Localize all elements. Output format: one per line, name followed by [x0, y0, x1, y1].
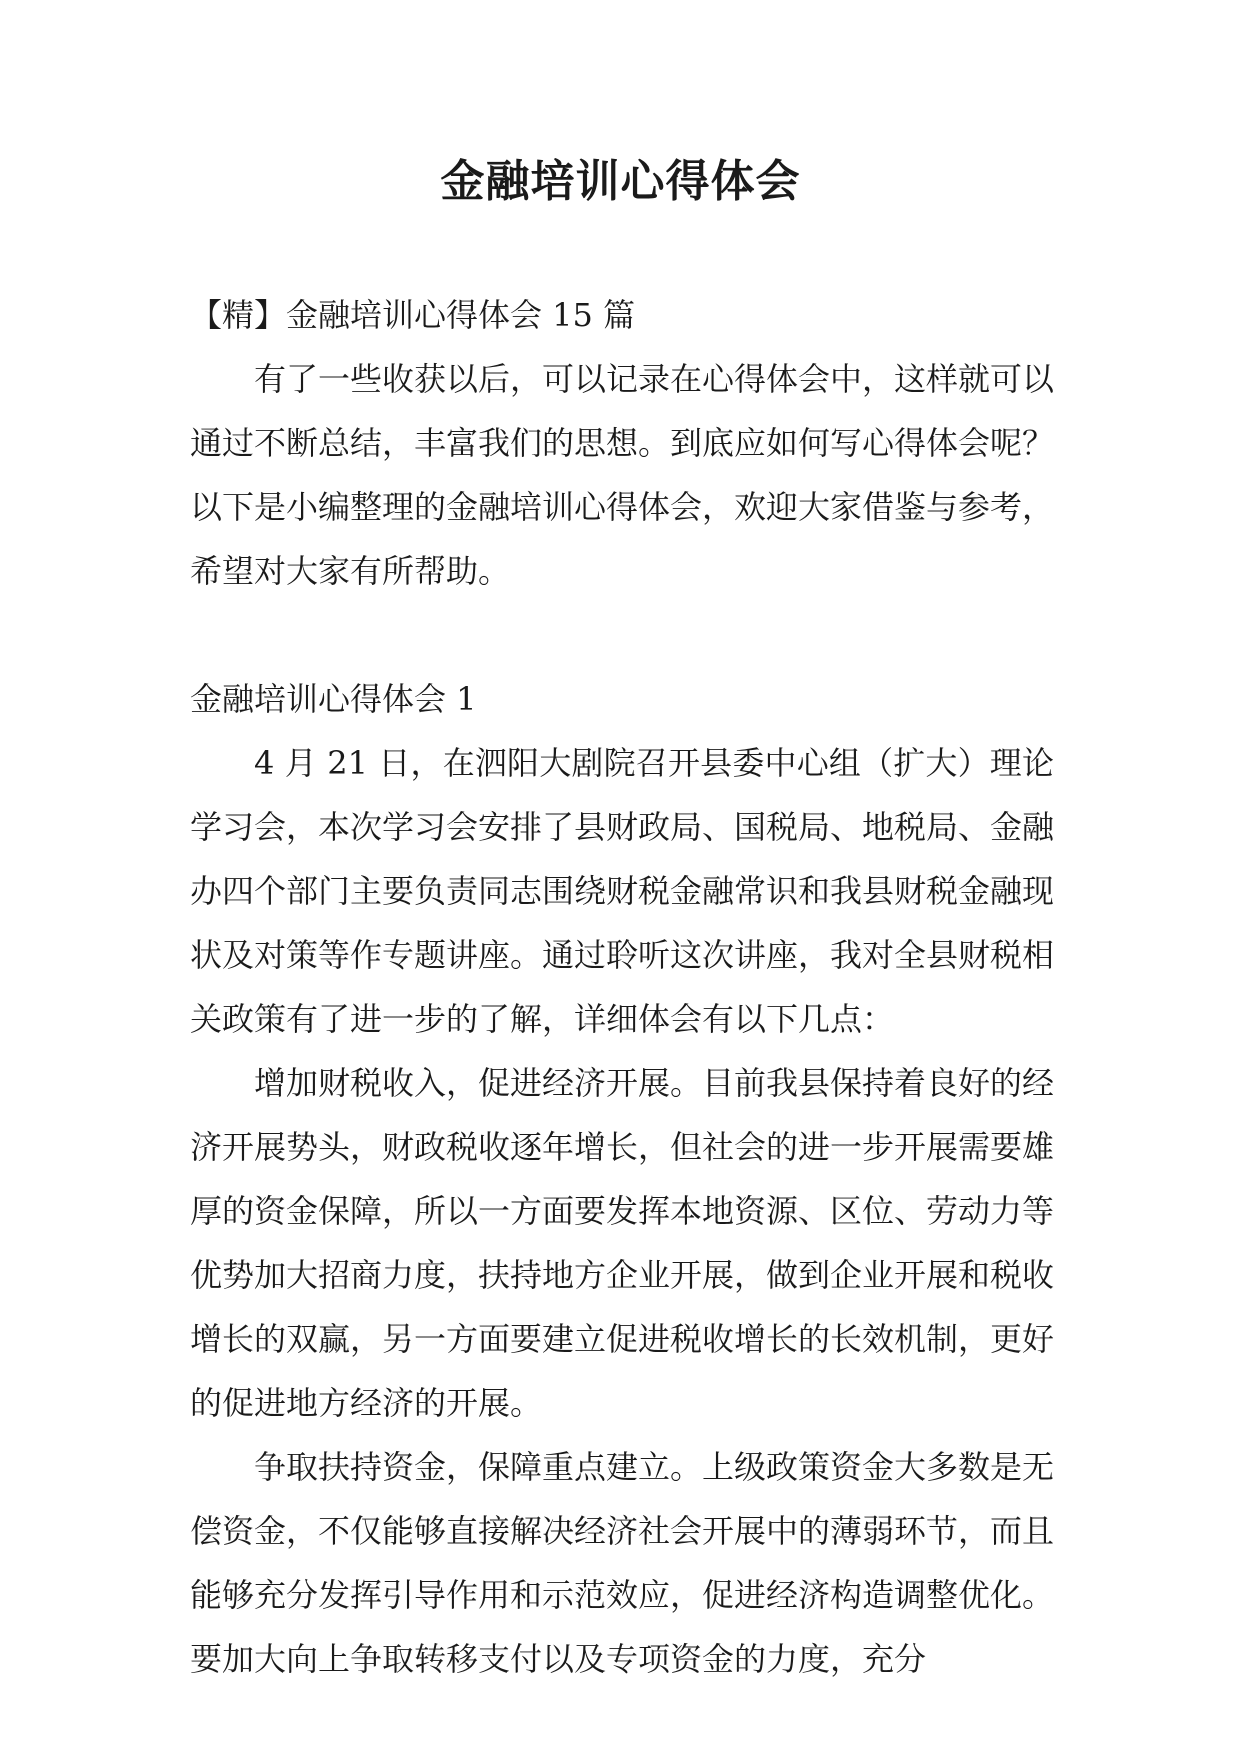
document-title: 金融培训心得体会: [440, 156, 801, 207]
document-subtitle: 【精】金融培训心得体会 15 篇: [190, 296, 636, 334]
section-heading: 金融培训心得体会 1: [190, 680, 477, 718]
intro-paragraph: 有了一些收获以后，可以记录在心得体会中，这样就可以通过不断总结，丰富我们的思想。到底应如何写心得体会呢？以下是小编整理的金融培训心得体会，欢迎大家借鉴与参考，希望对大家有所帮助。: [190, 360, 1055, 590]
body-paragraph: 争取扶持资金，保障重点建立。上级政策资金大多数是无偿资金，不仅能够直接解决经济社会开展中的薄弱环节，而且能够充分发挥引导作用和示范效应，促进经济构造调整优化。要加大向上争取转移支付以及专项资金的力度，充分: [190, 1448, 1055, 1678]
paragraph-spacer: [190, 603, 1054, 667]
document-body: [190, 283, 1054, 1691]
body-paragraph: 增加财税收入，促进经济开展。目前我县保持着良好的经济开展势头，财政税收逐年增长，但社会的进一步开展需要雄厚的资金保障，所以一方面要发挥本地资源、区位、劳动力等优势加大招商力度，扶持地方企业开展，做到企业开展和税收增长的双赢，另一方面要建立促进税收增长的长效机制，更好的促进地方经济的开展。: [190, 1064, 1055, 1422]
body-paragraph: 4 月 21 日，在泗阳大剧院召开县委中心组（扩大）理论学习会，本次学习会安排了县财政局、国税局、地税局、金融办四个部门主要负责同志围绕财税金融常识和我县财税金融现状及对策等作专题讲座。通过聆听这次讲座，我对全县财税相关政策有了进一步的了解，详细体会有以下几点：: [190, 744, 1055, 1038]
